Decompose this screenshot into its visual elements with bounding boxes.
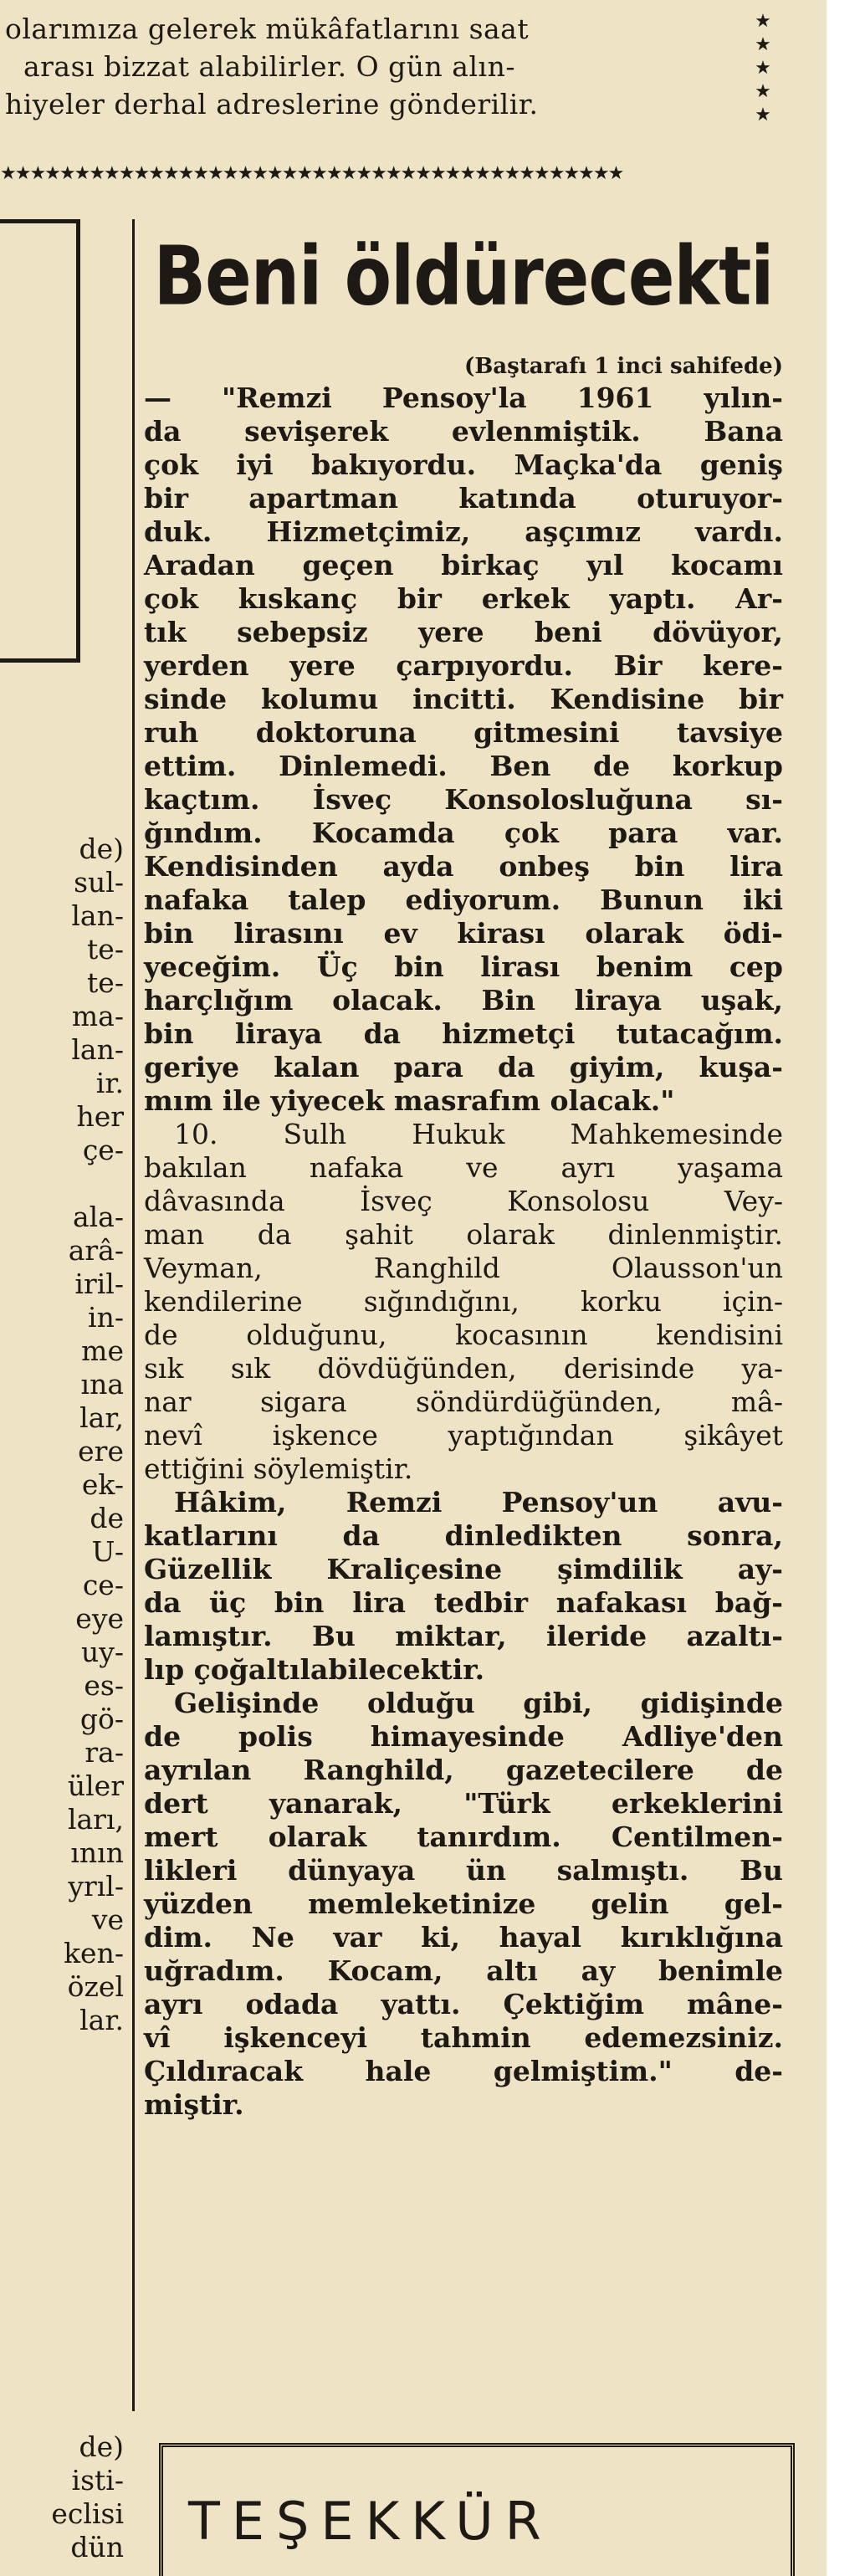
left-column-line: özel <box>67 1970 124 2003</box>
article-line: vî işkenceyi tahmin edemezsiniz. <box>144 2021 783 2054</box>
article-line: de olduğunu, kocasının kendisini <box>144 1319 783 1351</box>
article-line: dim. Ne var ki, hayal kırıklığına <box>144 1921 783 1954</box>
article-line: ayrı odada yattı. Çektiğim mâne- <box>144 1988 783 2020</box>
left-column-line: te- <box>87 933 124 965</box>
left-column-line: de <box>90 1502 124 1534</box>
left-column-line: ir. <box>95 1067 124 1099</box>
article-line: ayrılan Ranghild, gazetecilere de <box>144 1754 783 1786</box>
article-line: man da şahit olarak dinlenmiştir. <box>144 1218 783 1251</box>
article-line: Gelişinde olduğu gibi, gidişinde <box>174 1687 783 1719</box>
article-line: çok kıskanç bir erkek yaptı. Ar- <box>144 582 783 615</box>
star-column-ornament: ★ ★ ★ ★ ★ <box>755 11 771 125</box>
continuation-note: (Baştarafı 1 inci sahifede) <box>464 354 783 379</box>
article-line: ettiğini söylemiştir. <box>144 1452 413 1485</box>
star-rule-ornament: ★★★★★★★★★★★★★★★★★★★★★★★★★★★★★★★★★★★★★★★★★★ <box>0 163 623 184</box>
left-column-line: lar, <box>79 1401 124 1434</box>
left-column-line: gö- <box>79 1703 124 1735</box>
left-column-line: yrıl- <box>68 1870 124 1903</box>
left-column-line: de) <box>79 832 124 865</box>
article-line: uğradım. Kocam, altı ay benimle <box>144 1954 783 1987</box>
article-line: likleri dünyaya ün salmıştı. Bu <box>144 1854 783 1887</box>
left-column-line: uy- <box>80 1636 124 1668</box>
column-rule <box>132 219 135 2411</box>
article-line: ruh doktoruna gitmesini tavsiye <box>144 716 783 749</box>
article-line: dâvasında İsveç Konsolosu Vey- <box>144 1185 783 1217</box>
left-column-line: ına <box>80 1368 124 1401</box>
fragment-line: olarımıza gelerek mükâfatlarını saat <box>5 13 530 45</box>
left-column-line <box>0 1167 124 1201</box>
left-column-line: isti- <box>71 2464 124 2497</box>
judge-paragraph <box>144 1486 783 1687</box>
fragment-line: hiyeler derhal adreslerine gönderilir. <box>5 88 539 120</box>
left-column-line: es- <box>84 1669 124 1702</box>
left-column-line: lar. <box>79 2004 124 2036</box>
left-column-line: her <box>76 1100 124 1133</box>
left-column-line: üler <box>67 1769 124 1802</box>
thanks-notice-box <box>159 2443 795 2576</box>
left-column-line: ce- <box>82 1569 124 1601</box>
article-line: bir apartman katında oturuyor- <box>144 482 783 515</box>
article-headline: Beni öldürecekti <box>153 229 774 325</box>
left-column-line: sul- <box>74 866 124 899</box>
article-line: kendilerine sığındığını, korku için- <box>144 1285 783 1318</box>
article-line: katlarını da dinledikten sonra, <box>144 1519 783 1552</box>
article-line: harçlığım olacak. Bin liraya uşak, <box>144 984 783 1017</box>
article-line: yüzden memleketinize gelin gel- <box>144 1887 783 1920</box>
left-column-line: de) <box>79 2430 124 2463</box>
article-line: Çıldıracak hale gelmiştim." de- <box>144 2055 783 2087</box>
fragment-line: arası bizzat alabilirler. O gün alın- <box>5 50 515 83</box>
left-column-line: ala- <box>72 1201 124 1233</box>
article-line: dert yanarak, "Türk erkeklerini <box>144 1787 783 1820</box>
left-column-fragment <box>0 832 124 2037</box>
article-line: sinde kolumu incitti. Kendisine bir <box>144 683 783 715</box>
article-line: yeceğim. Üç bin lirası benim cep <box>144 950 783 983</box>
left-column-line: dün <box>70 2531 124 2563</box>
left-column-line: ları, <box>67 1803 124 1836</box>
article-line: miştir. <box>144 2088 244 2121</box>
previous-article-fragment <box>0 0 753 123</box>
article-line: mım ile yiyecek masrafım olacak." <box>144 1084 675 1117</box>
article-line: kaçtım. İsveç Konsolosluğuna sı- <box>144 783 783 816</box>
left-column-frame <box>0 219 80 663</box>
article-line: yerden yere çarpıyordu. Bir kere- <box>144 649 783 682</box>
left-column-line: ek- <box>81 1468 124 1501</box>
article-line: Aradan geçen birkaç yıl kocamı <box>144 549 783 581</box>
article-line: duk. Hizmetçimiz, aşçımız vardı. <box>144 515 783 548</box>
article-line: nar sigara söndürdüğünden, mâ- <box>144 1385 783 1418</box>
article-line: da üç bin lira tedbir nafakası bağ- <box>144 1586 783 1619</box>
article-line: bin lirasını ev kirası olarak ödi- <box>144 917 783 950</box>
article-line: geriye kalan para da giyim, kuşa- <box>144 1051 783 1083</box>
left-column-line: lan- <box>71 899 124 932</box>
left-column-line: eye <box>75 1602 124 1635</box>
article-line: ğındım. Kocamda çok para var. <box>144 817 783 849</box>
article-line: de polis himayesinde Adliye'den <box>144 1720 783 1753</box>
thanks-title: TEŞEKKÜR <box>188 2491 553 2552</box>
closing-paragraph <box>144 1687 783 2122</box>
left-column-line: ere <box>78 1435 124 1467</box>
left-column-line: me <box>81 1334 124 1367</box>
article-line: tık sebepsiz yere beni dövüyor, <box>144 616 783 648</box>
left-column-bottom-fragment <box>0 2430 124 2564</box>
article-line: lamıştır. Bu miktar, ileride azaltı- <box>144 1620 783 1652</box>
article-line: çok iyi bakıyordu. Maçka'da geniş <box>144 448 783 481</box>
article-line: Veyman, Ranghild Olausson'un <box>144 1252 783 1284</box>
article-line: mert olarak tanırdım. Centilmen- <box>144 1821 783 1853</box>
left-column-line: ının <box>70 1836 124 1869</box>
article-line: da sevişerek evlenmiştik. Bana <box>144 415 783 448</box>
left-column-line: in- <box>88 1301 124 1334</box>
left-column-line: ve <box>91 1903 124 1936</box>
article-line: ettim. Dinlemedi. Ben de korkup <box>144 750 783 782</box>
left-column-line: ra- <box>84 1736 124 1769</box>
court-paragraph <box>144 1118 783 1486</box>
left-column-line: eclisi <box>51 2497 124 2530</box>
article-line: nafaka talep ediyorum. Bunun iki <box>144 883 783 916</box>
article-line: sık sık dövdüğünden, derisinde ya- <box>144 1352 783 1385</box>
article-line: bakılan nafaka ve ayrı yaşama <box>144 1151 783 1184</box>
article-line: lıp çoğaltılabilecektir. <box>144 1653 485 1686</box>
left-column-line: ma- <box>71 1000 124 1032</box>
article-line: 10. Sulh Hukuk Mahkemesinde <box>174 1118 783 1150</box>
article-line: Güzellik Kraliçesine şimdilik ay- <box>144 1553 783 1585</box>
left-column-line: iril- <box>74 1268 124 1300</box>
article-line: Hâkim, Remzi Pensoy'un avu- <box>174 1486 783 1518</box>
quote-paragraph <box>144 382 783 1118</box>
article-line: — "Remzi Pensoy'la 1961 yılın- <box>144 382 783 414</box>
left-column-line: çe- <box>82 1134 124 1166</box>
left-column-line: lan- <box>71 1033 124 1066</box>
article <box>144 219 783 2122</box>
article-line: bin liraya da hizmetçi tutacağım. <box>144 1017 783 1050</box>
left-column-line: arâ- <box>68 1234 124 1267</box>
left-column-line: U- <box>91 1535 124 1568</box>
left-column-line: ken- <box>64 1937 124 1969</box>
article-line: nevî işkence yaptığından şikâyet <box>144 1419 783 1452</box>
left-column-line: te- <box>87 966 124 999</box>
article-line: Kendisinden ayda onbeş bin lira <box>144 850 783 883</box>
